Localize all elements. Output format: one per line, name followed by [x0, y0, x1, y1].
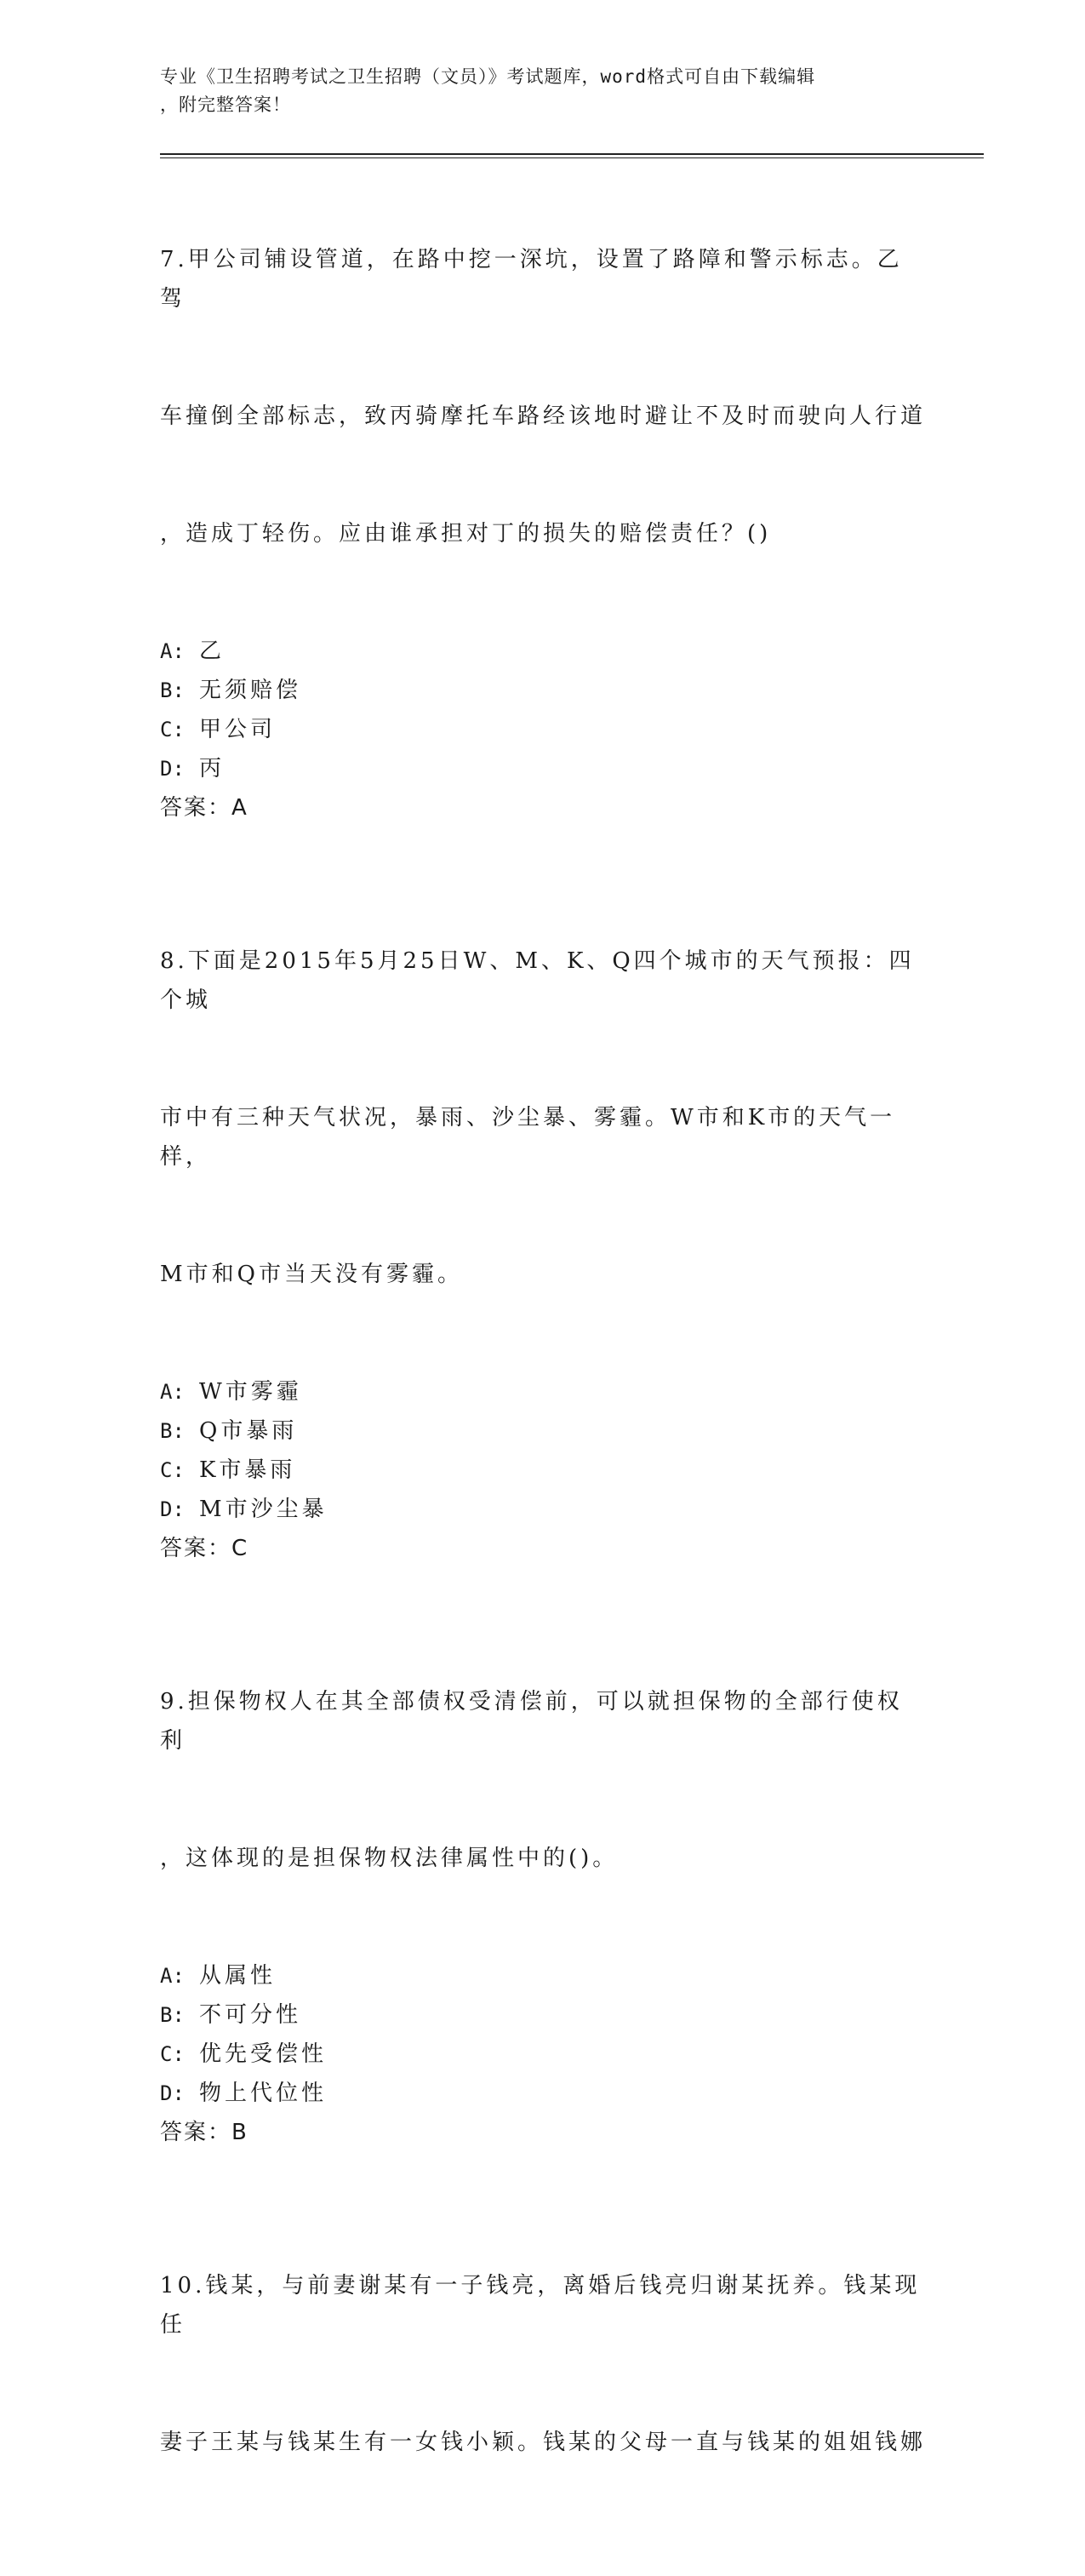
stem-line: M市和Q市当天没有雾霾。 — [160, 1262, 463, 1287]
question-7 — [160, 162, 926, 827]
option-b — [160, 1411, 926, 1451]
option-key: B: — [160, 1419, 185, 1443]
option-text: 物上代位性 — [199, 2081, 328, 2106]
stem-line: ，造成丁轻伤。应由谁承担对丁的损失的赔偿责任？() — [160, 521, 772, 547]
stem-line: 7.甲公司铺设管道，在路中挖一深坑，设置了路障和警示标志。乙驾 — [160, 247, 903, 312]
answer-line: 答案：C — [160, 1536, 249, 1561]
option-key: A: — [160, 639, 185, 663]
option-key: D: — [160, 757, 185, 781]
option-text: Q市暴雨 — [199, 1418, 298, 1444]
option-text: 无须赔偿 — [199, 678, 302, 703]
stem-line: ，这体现的是担保物权法律属性中的()。 — [160, 1846, 619, 1871]
stem-line: 市中有三种天气状况，暴雨、沙尘暴、雾霾。W市和K市的天气一样， — [160, 1105, 896, 1170]
option-a — [160, 1372, 926, 1411]
option-c — [160, 2035, 926, 2074]
question-stem — [160, 2188, 926, 2540]
question-9 — [160, 1604, 926, 2152]
option-text: 从属性 — [199, 1963, 277, 1989]
stem-line: 妻子王某与钱某生有一女钱小颖。钱某的父母一直与钱某的姐姐钱娜 — [160, 2430, 927, 2455]
option-key: C: — [160, 718, 185, 741]
option-key: B: — [160, 678, 185, 702]
option-text: 丙 — [199, 756, 226, 781]
option-a — [160, 632, 926, 671]
option-text: K市暴雨 — [199, 1457, 296, 1483]
question-stem — [160, 162, 926, 632]
option-key: D: — [160, 2081, 185, 2105]
option-c — [160, 1451, 926, 1490]
option-d — [160, 2074, 926, 2113]
option-key: D: — [160, 1497, 185, 1521]
option-key: B: — [160, 2003, 185, 2027]
option-text: 不可分性 — [199, 2002, 302, 2028]
option-d — [160, 749, 926, 788]
document-header — [160, 63, 909, 119]
stem-line: 10.钱某，与前妻谢某有一子钱亮，离婚后钱亮归谢某抚养。钱某现任 — [160, 2273, 921, 2338]
option-key: C: — [160, 1458, 185, 1482]
option-text: 甲公司 — [199, 717, 277, 742]
header-line-1: 专业《卫生招聘考试之卫生招聘（文员）》考试题库，word格式可自由下载编辑 — [160, 66, 816, 87]
option-text: W市雾霾 — [199, 1379, 302, 1405]
question-10 — [160, 2188, 926, 2540]
question-stem — [160, 863, 926, 1372]
question-list — [160, 162, 926, 2576]
option-key: A: — [160, 1964, 185, 1988]
answer-line: 答案：A — [160, 795, 248, 821]
answer-line: 答案：B — [160, 2120, 248, 2145]
option-d — [160, 1490, 926, 1529]
header-divider-thin — [160, 157, 984, 158]
option-a — [160, 1956, 926, 1995]
option-b — [160, 671, 926, 710]
question-8 — [160, 863, 926, 1568]
stem-line: 8.下面是2015年5月25日W、M、K、Q四个城市的天气预报：四个城 — [160, 948, 915, 1013]
option-c — [160, 710, 926, 749]
stem-line: 9.担保物权人在其全部债权受清偿前，可以就担保物的全部行使权利 — [160, 1689, 903, 1754]
header-divider-thick — [160, 153, 984, 155]
stem-line: 车撞倒全部标志，致丙骑摩托车路经该地时避让不及时而驶向人行道 — [160, 404, 927, 429]
option-text: 优先受偿性 — [199, 2041, 328, 2067]
option-text: M市沙尘暴 — [199, 1497, 328, 1522]
option-text: 乙 — [199, 638, 226, 664]
option-b — [160, 1995, 926, 2035]
question-stem — [160, 1604, 926, 1956]
option-key: A: — [160, 1380, 185, 1404]
option-key: C: — [160, 2042, 185, 2066]
header-line-2: ，附完整答案！ — [160, 94, 291, 115]
